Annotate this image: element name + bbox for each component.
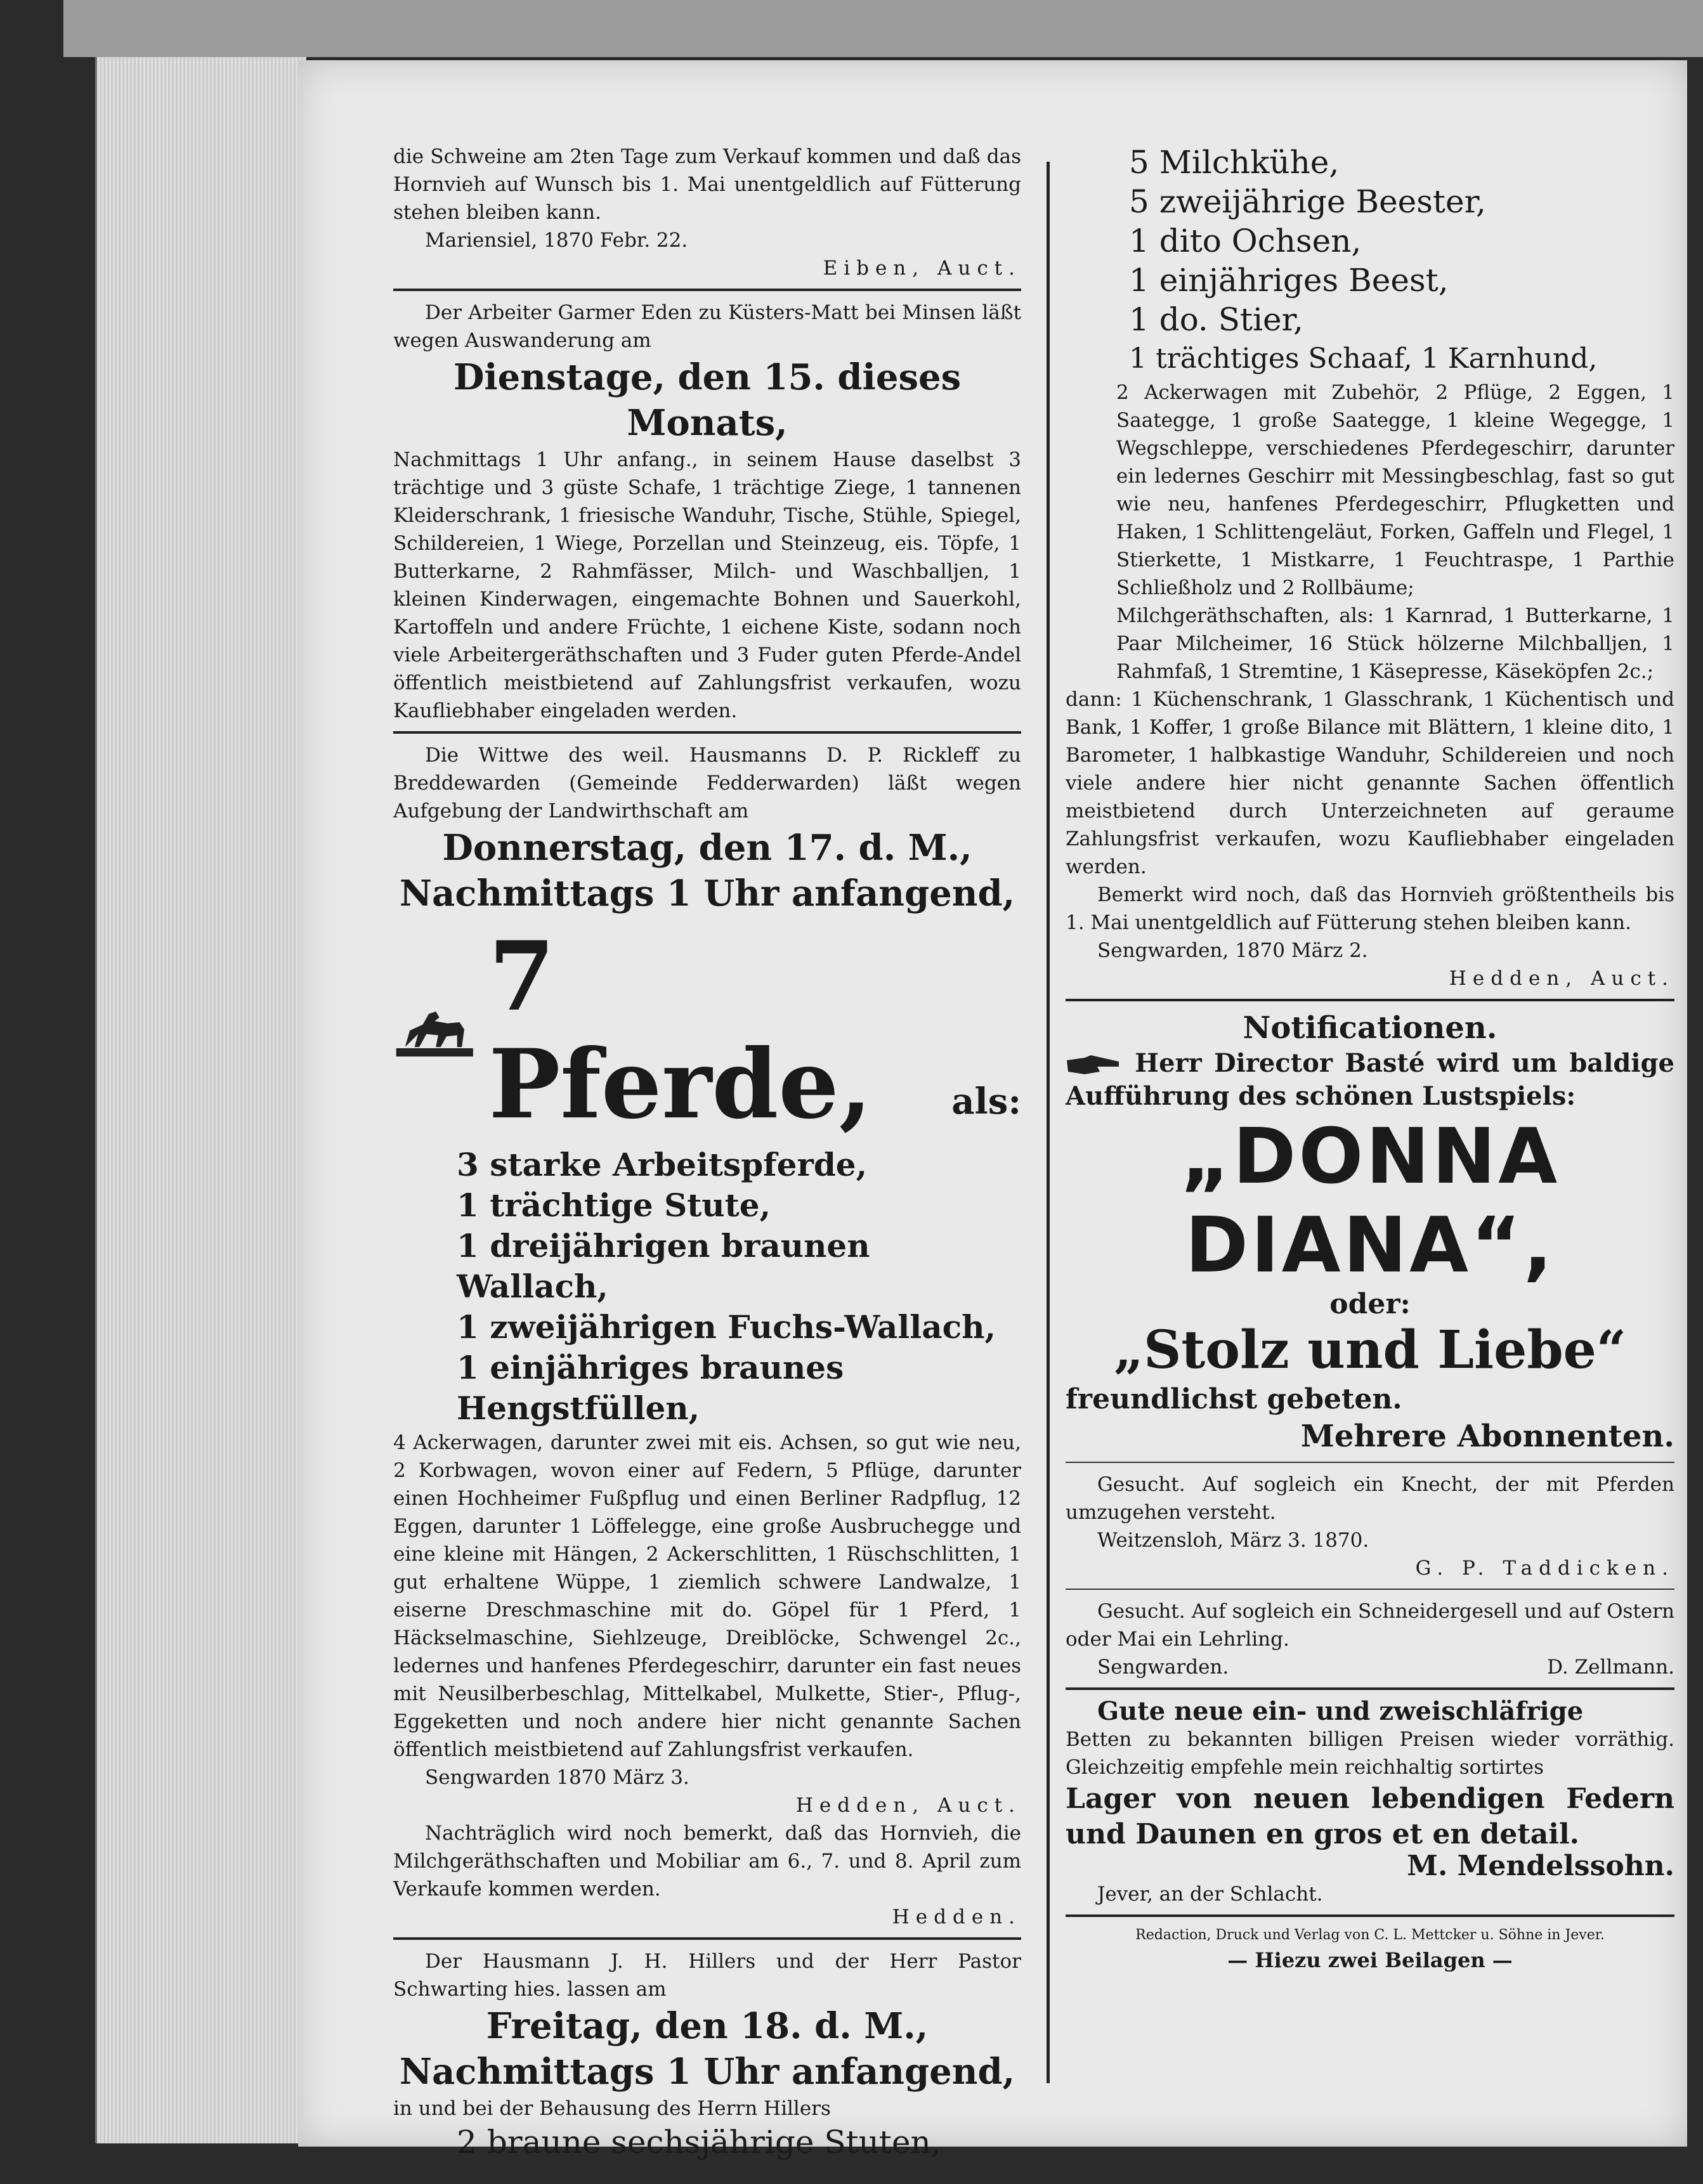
divider <box>1066 1589 1674 1590</box>
list-item: 1 dreijährigen braunen Wallach, <box>457 1227 870 1305</box>
ad-gesucht-knecht <box>1066 1471 1674 1582</box>
play-title: „DONNA DIANA“, <box>1180 1113 1560 1290</box>
ad-text: Gesucht. Auf sogleich ein Schneidergesell und auf Ostern oder Mai ein Lehrling. <box>1066 1600 1674 1651</box>
ad-intro: Der Arbeiter Garmer Eden zu Küsters-Matt bei Minsen läßt wegen Auswanderung am <box>393 301 1021 352</box>
place-date: Weitzensloh, März 3. 1870. <box>1097 1529 1369 1552</box>
signature: Hedden, Auct. <box>795 1794 1021 1817</box>
section-heading: Notificationen. <box>1243 1010 1497 1046</box>
newspaper-page <box>298 60 1687 2161</box>
ad-gesucht-schneider <box>1066 1597 1674 1681</box>
date-heading: Freitag, den 18. d. M., <box>486 2005 929 2047</box>
notification-line: freundlichst gebeten. <box>1066 1383 1402 1415</box>
place: Jever, an der Schlacht. <box>1097 1883 1323 1906</box>
place-date: Sengwarden 1870 März 3. <box>425 1766 689 1789</box>
place-signature-row <box>1066 1653 1674 1681</box>
divider <box>1066 1462 1674 1463</box>
book-page-edges <box>95 57 306 2143</box>
list-item: 2 braune sechsjährige Stuten, <box>457 2124 941 2161</box>
place-date: Mariensiel, 1870 Febr. 22. <box>425 229 688 252</box>
list-item: 1 trächtiges Schaaf, 1 Karnhund, <box>1129 342 1598 375</box>
ad-mariensiel <box>393 143 1021 282</box>
ad-intro: Die Wittwe des weil. Hausmanns D. P. Rickleff zu Breddewarden (Gemeinde Fedderwarden) läßt wegen Aufgebung der Landwirthschaft am <box>393 744 1021 822</box>
ad-notifications <box>1066 1009 1674 1455</box>
divider <box>1066 1687 1674 1690</box>
time-heading: Nachmittags 1 Uhr anfangend, <box>399 2051 1015 2093</box>
ad-text: Gesucht. Auf sogleich ein Knecht, der mit Pferden umzugehen versteht. <box>1066 1473 1674 1524</box>
notification-line: Herr Director Basté wird um baldige Aufführung des schönen Lustspiels: <box>1066 1048 1674 1111</box>
signature: Hedden, Auct. <box>1449 967 1674 990</box>
list-item: 5 Milchkühe, <box>1129 144 1340 181</box>
place-date: Sengwarden, 1870 März 2. <box>1097 939 1368 962</box>
ad-body: in und bei der Behausung des Herrn Hillers <box>393 2097 831 2120</box>
divider <box>1066 999 1674 1001</box>
signature: Eiben, Auct. <box>823 257 1021 280</box>
list-item: 1 einjähriges braunes Hengstfüllen, <box>457 1349 844 1427</box>
ad-headline: Lager von neuen lebendigen Federn und Daunen en gros et en detail. <box>1066 1783 1674 1850</box>
ad-body: Nachmittags 1 Uhr anfang., in seinem Hause daselbst 3 trächtige und 3 güste Schafe, 1 trächtige Ziege, 1 tannenen Kleiderschrank, 1 friesische Wanduhr, Tische, Stühle, Spiegel, Schildereien, 1 Wiege, Porzellan und Steinzeug, eis. Töpfe, 1 Butterkarne, 2 Rahmfässer, Milch- und Waschballjen, 1 kleinen Kinderwagen, eingemachte Bohnen und Sauerkohl, Kartoffeln und andere Früchte, 1 eichene Kiste, sodann noch viele Arbeitergeräthschaften und 3 Fuder guten Pferde-Andel öffentlich meistbietend auf Zahlungsfrist verkaufen, wozu Kaufliebhaber eingeladen werden. <box>393 448 1021 722</box>
book-cover-top <box>63 0 1703 57</box>
ad-note: Bemerkt wird noch, daß das Hornvieh größtentheils bis 1. Mai unentgeldlich auf Fütterung stehen bleiben kann. <box>1066 883 1674 934</box>
list-item: 5 zweijährige Beester, <box>1129 183 1486 220</box>
divider <box>1066 1914 1674 1917</box>
signature: Mehrere Abonnenten. <box>1300 1419 1674 1454</box>
ad-body: 2 Ackerwagen mit Zubehör, 2 Pflüge, 2 Eggen, 1 Saategge, 1 große Saategge, 1 kleine Wegegge, 1 Wegschleppe, verschiedenes Pferdegeschirr, darunter ein ledernes Geschirr mit Messingbeschlag, fast so gut wie neu, hanfenes Pferdegeschirr, Pflugketten und Haken, 1 Schlittengeläut, Forken, Gaffeln und Flegel, 1 Stierkette, 1 Mistkarre, 1 Feuchtraspe, 1 Parthie Schließholz und 2 Rollbäume; <box>1116 381 1674 599</box>
list-item: 1 trächtige Stute, <box>457 1186 771 1224</box>
horse-icon <box>393 999 476 1062</box>
ad-text: die Schweine am 2ten Tage zum Verkauf kommen und daß das Hornvieh auf Wunsch bis 1. Mai unentgeldlich auf Fütterung stehen bleiben kann. <box>393 145 1021 224</box>
date-heading: Dienstage, den 15. dieses Monats, <box>453 356 962 444</box>
signature: G. P. Taddicken. <box>1415 1557 1674 1580</box>
list-item: 1 do. Stier, <box>1129 301 1303 338</box>
ad-headline: Gute neue ein- und zweischläfrige <box>1097 1696 1584 1726</box>
ad-intro: Der Hausmann J. H. Hillers und der Herr Pastor Schwarting hies. lassen am <box>393 1950 1021 2001</box>
horse-title-row <box>393 923 1021 1138</box>
ad-body: dann: 1 Küchenschrank, 1 Glasschrank, 1 Küchentisch und Bank, 1 Koffer, 1 große Bilance mit Blättern, 1 kleine dito, 1 Barometer, 1 halbkastige Wanduhr, Schildereien und noch viele andere hier nicht genannte Sachen öffentlich meistbietend durch Unterzeichneten auf geraume Zahlungsfrist verkaufen, wozu Kaufliebhaber eingeladen werden. <box>1066 688 1674 878</box>
list-item: 1 zweijährigen Fuchs-Wallach, <box>457 1308 996 1346</box>
supplements-note: — Hiezu zwei Beilagen — <box>1227 1948 1513 1972</box>
ad-hillers <box>393 1947 1021 2162</box>
play-subtitle: „Stolz und Liebe“ <box>1114 1320 1626 1381</box>
pointing-hand-icon <box>1066 1053 1123 1078</box>
oder-label: oder: <box>1329 1288 1411 1320</box>
right-column <box>1066 143 1674 1974</box>
signature: D. Zellmann. <box>1547 1656 1674 1679</box>
ad-betten <box>1066 1698 1674 1908</box>
horse-title: 7 Pferde, <box>488 921 872 1140</box>
list-item: 1 einjähriges Beest, <box>1129 262 1449 299</box>
signature: M. Mendelssohn. <box>1407 1850 1674 1882</box>
divider <box>393 731 1021 734</box>
imprint: Redaction, Druck und Verlag von C. L. Mettcker u. Söhne in Jever. <box>1135 1927 1605 1943</box>
divider <box>393 1937 1021 1940</box>
left-column <box>393 143 1021 2168</box>
list-item: 3 starke Arbeitspferde, <box>457 1146 867 1183</box>
ad-garmer-eden <box>393 299 1021 725</box>
column-divider <box>1047 162 1050 2083</box>
place: Sengwarden. <box>1097 1656 1229 1679</box>
ad-rickleff <box>393 741 1021 1931</box>
ad-body: 4 Ackerwagen, darunter zwei mit eis. Achsen, so gut wie neu, 2 Korbwagen, wovon einer auf Federn, 5 Pflüge, darunter einen Hochheimer Fußpflug und einen Berliner Radpflug, 12 Eggen, darunter 1 Löffelegge, eine große Ausbruchegge und eine kleine mit Hängen, 2 Ackerschlitten, 1 Rüschschlitten, 1 gut erhaltene Wüppe, 1 ziemlich schwere Landwalze, 1 eiserne Dreschmaschine mit do. Göpel für 1 Pferd, 1 Häckselmaschine, Siehlzeuge, Dreiblöcke, Schwengel 2c., ledernes und hanfenes Pferdegeschirr, darunter ein fast neues mit Neusilberbeschlag, Mittelkabel, Mulkette, Stier-, Pflug-, Eggeketten und noch andere hier nicht genannte Sachen öffentlich meistbietend auf Zahlungsfrist verkaufen. <box>393 1431 1021 1761</box>
ad-body: Milchgeräthschaften, als: 1 Karnrad, 1 Butterkarne, 1 Paar Milcheimer, 16 Stück hölzerne Milchballjen, 1 Rahmfaß, 1 Stremtine, 1 Käsepresse, Käseköpfen 2c.; <box>1116 604 1674 683</box>
time-heading: Nachmittags 1 Uhr anfangend, <box>399 873 1015 914</box>
ad-hedden-livestock <box>1066 143 1674 992</box>
footer <box>1066 1925 1674 1974</box>
date-heading: Donnerstag, den 17. d. M., <box>442 827 972 869</box>
signature: Hedden. <box>892 1906 1021 1928</box>
notification-text <box>1066 1047 1674 1113</box>
divider <box>393 289 1021 291</box>
horse-title-suffix: als: <box>951 1081 1021 1122</box>
ad-note: Nachträglich wird noch bemerkt, daß das Hornvieh, die Milchgeräthschaften und Mobiliar am 6., 7. und 8. April zum Verkaufe kommen werden. <box>393 1822 1021 1901</box>
ad-text: Betten zu bekannten billigen Preisen wieder vorräthig. Gleichzeitig empfehle mein reichhaltig sortirtes <box>1066 1728 1674 1779</box>
list-item: 1 dito Ochsen, <box>1129 223 1362 259</box>
